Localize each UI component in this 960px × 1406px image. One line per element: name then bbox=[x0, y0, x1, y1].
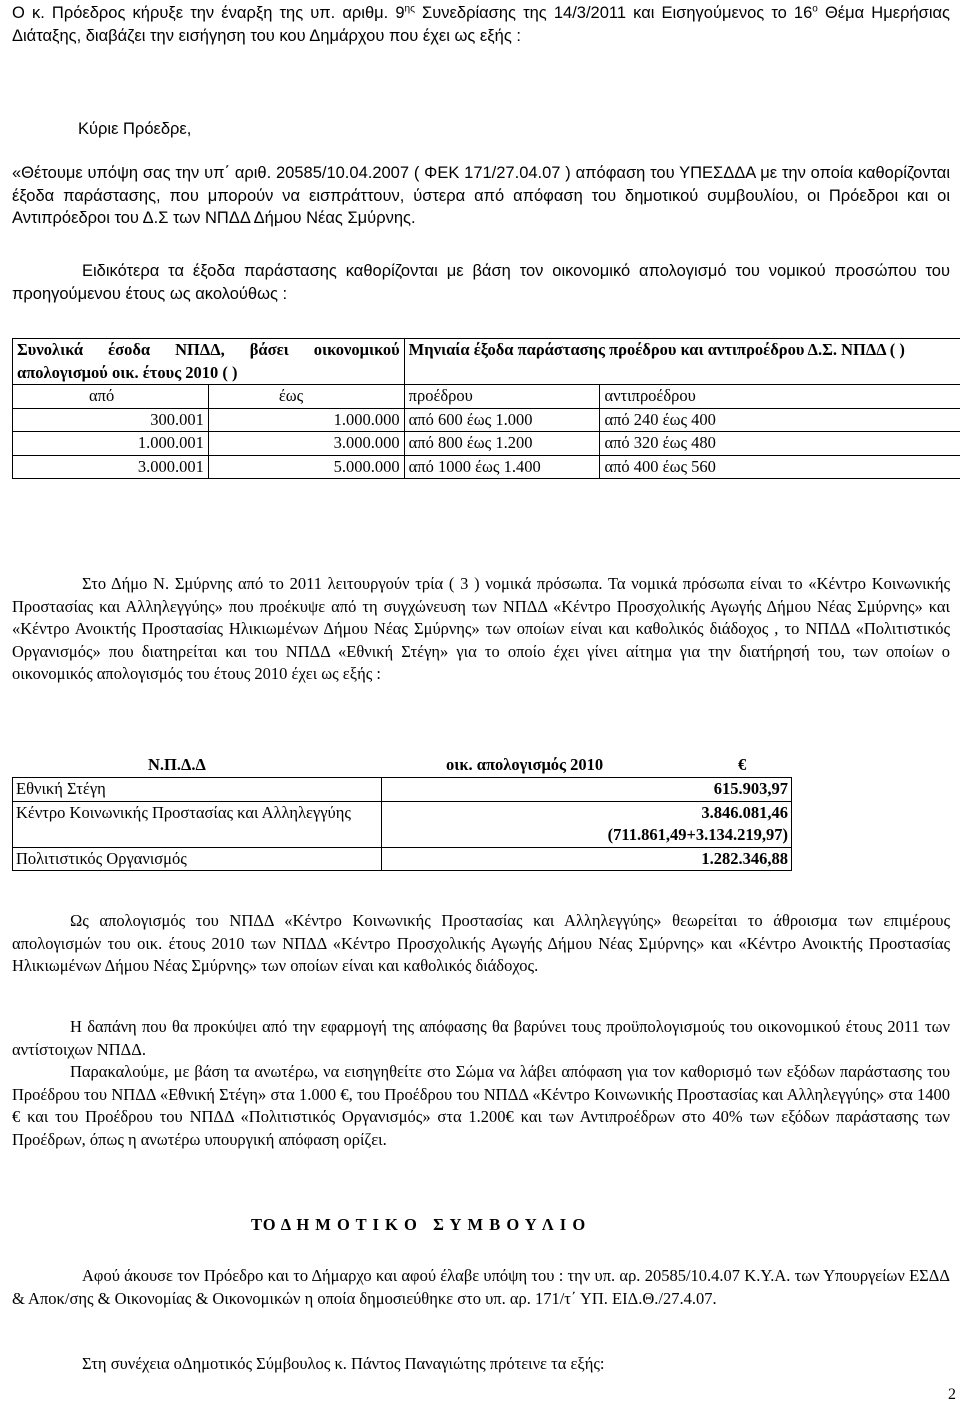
intro-sup-1: ης bbox=[404, 3, 415, 15]
council-paragraph: Αφού άκουσε τον Πρόεδρο και το Δήμαρχο και αφού έλαβε υπόψη του : την υπ. αρ. 20585/10.4.07 Κ.Υ.Α. των Υπουργείων ΕΣΔΔ & Αποκ/σης & Οικονομίας & Οικονομικών η οποία δημοσιεύθηκε στο υπ. αρ. 171/τ΄ ΥΠ. ΕΙΔ.Θ./27.4.07. bbox=[12, 1266, 950, 1308]
fees-cell-vice: από 400 έως 560 bbox=[600, 455, 960, 479]
request-paragraph: Παρακαλούμε, με βάση τα ανωτέρω, να εισηγηθείτε στο Σώμα να λάβει απόφαση για τον καθορισμό των εξόδων παράστασης του Προέδρου του ΝΠΔΔ «Εθνική Στέγη» στα 1.000 €, του Προέδρου του ΝΠΔΔ «Κέντρο Κοινωνικής Προστασίας και Αλληλεγγύης» στα 1400 € και του Προέδρου του ΝΠΔΔ «Πολιτιστικός Οργανισμός» στα 1.200€ και των Αντιπροέδρων στο 40% των εξόδων παράστασης των Προέδρων, όπως η ανωτέρω υπουργική απόφαση ορίζει. bbox=[12, 1062, 950, 1149]
fees-header-right: Μηνιαία έξοδα παράστασης προέδρου και αντιπροέδρου Δ.Σ. ΝΠΔΔ ( ) bbox=[404, 339, 960, 385]
table-row bbox=[13, 778, 792, 802]
budget-header bbox=[12, 755, 792, 779]
budget-value-breakdown: (711.861,49+3.134.219,97) bbox=[607, 825, 788, 844]
fees-cell-to: 5.000.000 bbox=[208, 455, 404, 479]
table-row bbox=[13, 847, 792, 871]
budget-value: 3.846.081,46 bbox=[701, 802, 788, 822]
fees-cell-president: από 800 έως 1.200 bbox=[404, 432, 600, 456]
council-heading: ΤΟ Δ Η Μ Ο Τ Ι Κ Ο Σ Υ Μ Β Ο Υ Λ Ι Ο bbox=[251, 1215, 587, 1234]
fees-cell-from: 300.001 bbox=[13, 408, 209, 432]
budget-entity-name: Πολιτιστικός Οργανισμός bbox=[13, 847, 382, 871]
fees-cell-from: 1.000.001 bbox=[13, 432, 209, 456]
intro-paragraph bbox=[12, 2, 950, 47]
fees-table bbox=[12, 338, 960, 479]
expense-paragraph: Η δαπάνη που θα προκύψει από την εφαρμογή της απόφασης θα βαρύνει τους προϋπολογισμούς του οικονομικού έτους 2011 των αντίστοιχων ΝΠΔΔ. bbox=[12, 1017, 950, 1059]
budget-head-budget: οικ. απολογισμός 2010 bbox=[446, 755, 604, 774]
page-number: 2 bbox=[948, 1386, 956, 1403]
table-row bbox=[13, 432, 960, 456]
budget-value: 1.282.346,88 bbox=[382, 847, 792, 871]
intro-sup-2: ο bbox=[812, 3, 818, 15]
table-row bbox=[13, 455, 960, 479]
fees-cell-from: 3.000.001 bbox=[13, 455, 209, 479]
final-paragraph: Στη συνέχεια οΔημοτικός Σύμβουλος κ. Πάντος Παναγιώτης πρότεινε τα εξής: bbox=[82, 1354, 605, 1373]
table-row bbox=[13, 408, 960, 432]
budget-value-cell bbox=[382, 801, 792, 847]
fees-col-to: έως bbox=[208, 385, 404, 409]
fees-header-row bbox=[13, 339, 960, 385]
fees-cell-vice: από 240 έως 400 bbox=[600, 408, 960, 432]
budget-head-entity: Ν.Π.Δ.Δ bbox=[148, 755, 206, 774]
entities-paragraph: Στο Δήμο Ν. Σμύρνης από το 2011 λειτουργούν τρία ( 3 ) νομικά πρόσωπα. Τα νομικά πρόσωπα είναι το «Κέντρο Κοινωνικής Προστασίας και Αλληλεγγύης» που προέκυψε από τη συγχώνευση των ΝΠΔΔ «Κέντρο Προσχολικής Αγωγής Δήμου Νέας Σμύρνης» και «Κέντρο Ανοικτής Προστασίας Ηλικιωμένων Δήμου Νέας Σμύρνης» των οποίων είναι και καθολικός διάδοχος , το ΝΠΔΔ «Πολιτιστικός Οργανισμός» που διατηρείται και του ΝΠΔΔ «Εθνική Στέγη» για το οποίο έχει γίνει αίτημα για την διατήρησή του, των οποίων ο οικονομικός απολογισμός του έτους 2010 έχει ως εξής : bbox=[12, 574, 950, 683]
audit-paragraph: Ως απολογισμός του ΝΠΔΔ «Κέντρο Κοινωνικής Προστασίας και Αλληλεγγύης» θεωρείται το άθροισμα των επιμέρους απολογισμών του οικ. έτους 2010 των ΝΠΔΔ «Κέντρο Προσχολικής Αγωγής Δήμου Νέας Σμύρνης» και «Κέντρο Ανοικτής Προστασίας Ηλικιωμένων Δήμου Νέας Σμύρνης» των οποίων είναι και καθολικός διάδοχος. bbox=[12, 911, 950, 975]
fees-col-president: προέδρου bbox=[404, 385, 600, 409]
fees-cell-to: 1.000.000 bbox=[208, 408, 404, 432]
fees-header-left: Συνολικά έσοδα ΝΠΔΔ, βάσει οικονομικού απολογισμού οικ. έτους 2010 ( ) bbox=[13, 339, 405, 385]
fees-cell-vice: από 320 έως 480 bbox=[600, 432, 960, 456]
law-paragraph: «Θέτουμε υπόψη σας την υπ΄ αριθ. 20585/10.04.2007 ( ΦΕΚ 171/27.04.07 ) απόφαση του ΥΠΕΣΔΔΑ με την οποία καθορίζονται έξοδα παράστασης, που μπορούν να εισπράττουν, ύστερα από απόφαση του δημοτικού συμβουλίου, οι Πρόεδροι και οι Αντιπρόεδροι του Δ.Σ των ΝΠΔΔ Δήμου Νέας Σμύρνης. bbox=[12, 164, 950, 227]
salutation: Κύριε Πρόεδρε, bbox=[78, 120, 192, 138]
table-row bbox=[13, 801, 792, 847]
euro-icon: € bbox=[738, 755, 747, 774]
budget-entity-name: Εθνική Στέγη bbox=[13, 778, 382, 802]
fees-col-vice: αντιπροέδρου bbox=[600, 385, 960, 409]
fees-subheader-row bbox=[13, 385, 960, 409]
fees-col-from: από bbox=[13, 385, 209, 409]
intro-text-3: Θέμα Ημερήσιας Διάταξης, διαβάζει την εισήγηση του κου Δημάρχου που έχει ως εξής : bbox=[12, 4, 950, 45]
intro-text-2: Συνεδρίασης της 14/3/2011 και Εισηγούμενος το 16 bbox=[414, 4, 813, 22]
fees-cell-president: από 600 έως 1.000 bbox=[404, 408, 600, 432]
specific-paragraph: Ειδικότερα τα έξοδα παράστασης καθορίζονται με βάση τον οικονομικό απολογισμό του νομικού προσώπου του προηγούμενου έτους ως ακολούθως : bbox=[12, 262, 950, 303]
budget-entity-name: Κέντρο Κοινωνικής Προστασίας και Αλληλεγγύης bbox=[13, 801, 382, 847]
budget-value: 615.903,97 bbox=[382, 778, 792, 802]
intro-text-1: Ο κ. Πρόεδρος κήρυξε την έναρξη της υπ. αριθμ. 9 bbox=[12, 4, 405, 22]
budget-table bbox=[12, 777, 792, 871]
fees-cell-to: 3.000.000 bbox=[208, 432, 404, 456]
fees-cell-president: από 1000 έως 1.400 bbox=[404, 455, 600, 479]
